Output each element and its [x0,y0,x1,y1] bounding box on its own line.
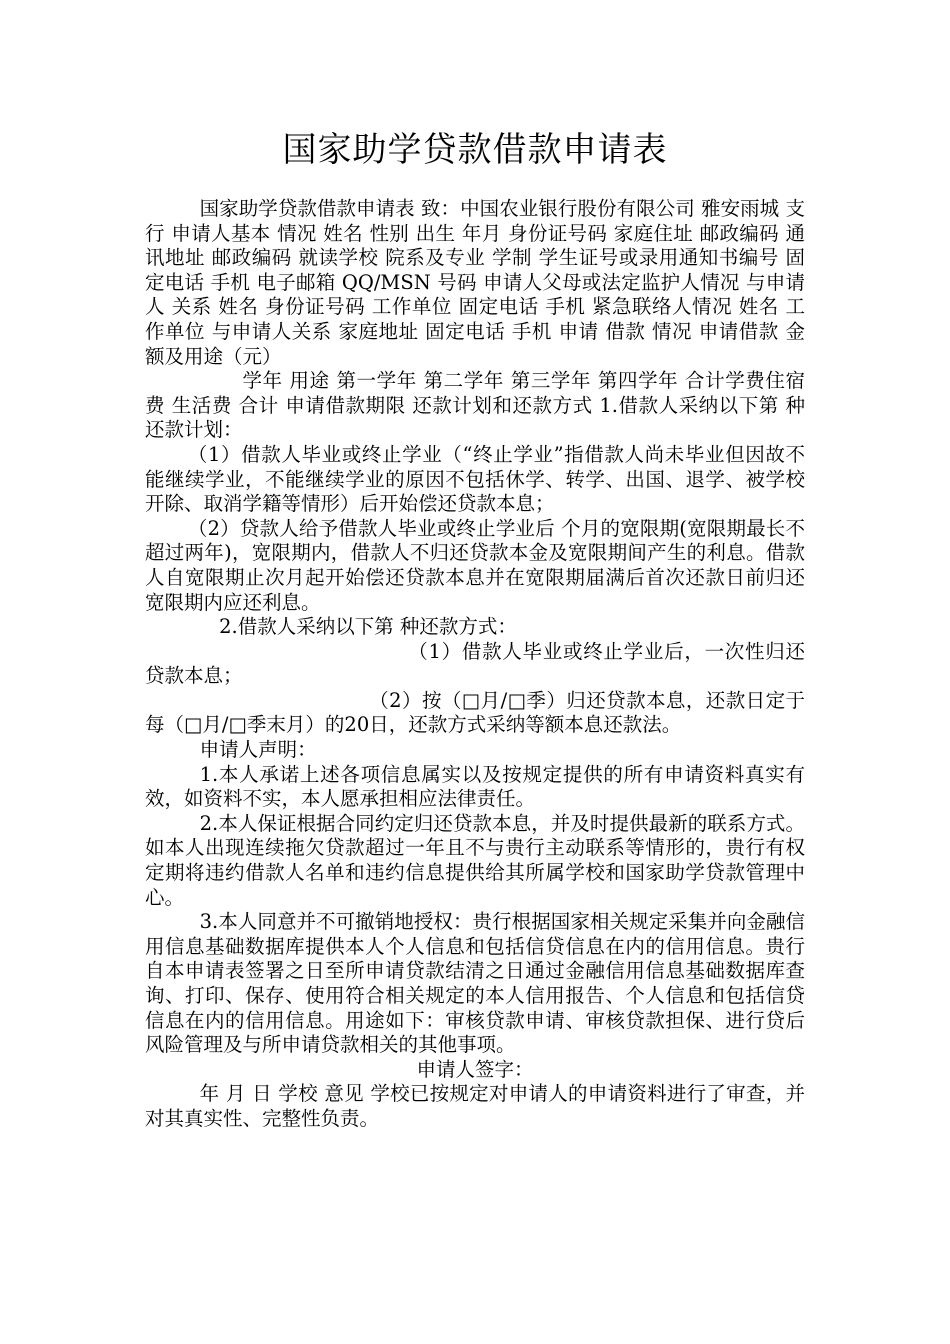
applicant-signature-label: 申请人签字： [416,1057,534,1081]
paragraph-applicant-info: 国家助学贷款借款申请表 致：中国农业银行股份有限公司 雅安雨城 支行 申请人基本 情况 姓名 性别 出生 年月 身份证号码 家庭住址 邮政编码 通讯地址 邮政编码 就读学校 院系及专业 学制 学生证号或录用通知书编号 固定电话 手机 电子邮箱 QQ/MSN 号码 申请人父母或法定监护人情况 与申请人 关系 姓名 身份证号码 工作单位 固定电话 手机 紧急联络人情况 姓名 工作单位 与申请人关系 家庭地址 固定电话 手机 申请 借款 情况 申请借款 金额及用途（元） [145,197,805,368]
document-title: 国家助学贷款借款申请表 [282,130,668,170]
paragraph-repayment-method: 2.借款人采纳以下第 种还款方式： [219,615,517,639]
paragraph-school-opinion: 年 月 日 学校 意见 学校已按规定对申请人的申请资料进行了审查，并对其真实性、完整性负责。 [145,1082,805,1130]
paragraph-repayment-plan-2: （2）贷款人给予借款人毕业或终止学业后 个月的宽限期(宽限期最长不超过两年)，宽限期内，借款人不归还贷款本金及宽限期间产生的利息。借款人自宽限期止次月起开始偿还贷款本息并在宽限期届满后首次还款日前归还宽限期内应还利息。 [145,516,805,614]
paragraph-repayment-method-2: （2）按（□月/□季）归还贷款本息，还款日定于每（□月/□季末月）的20日，还款方式采纳等额本息还款法。 [145,688,805,737]
paragraph-declaration-2: 2.本人保证根据合同约定归还贷款本息，并及时提供最新的联系方式。如本人出现连续拖欠贷款超过一年且不与贵行主动联系等情形的，贵行有权定期将违约借款人名单和违约信息提供给其所属学校和国家助学贷款管理中心。 [145,811,805,909]
paragraph-declaration-1: 1.本人承诺上述各项信息属实以及按规定提供的所有申请资料真实有效，如资料不实，本人愿承担相应法律责任。 [145,762,805,811]
paragraph-repayment-method-1: （1）借款人毕业或终止学业后，一次性归还贷款本息； [145,639,805,688]
paragraph-declaration-3: 3.本人同意并不可撤销地授权：贵行根据国家相关规定采集并向金融信用信息基础数据库提供本人个人信息和包括信贷信息在内的信用信息。贵行自本申请表签署之日至所申请贷款结清之日通过金融信用信息基础数据库查询、打印、保存、使用符合相关规定的本人信用报告、个人信息和包括信贷信息在内的信用信息。用途如下：审核贷款申请、审核贷款担保、进行贷后风险管理及与所申请贷款相关的其他事项。 [145,910,805,1057]
paragraph-repayment-plan-1: （1）借款人毕业或终止学业（“终止学业”指借款人尚未毕业但因故不能继续学业，不能继续学业的原因不包括休学、转学、出国、退学、被学校开除、取消学籍等情形）后开始偿还贷款本息； [145,442,805,516]
document-page [145,125,805,1132]
paragraph-declaration-heading: 申请人声明： [199,738,317,762]
paragraph-loan-table: 学年 用途 第一学年 第二学年 第三学年 第四学年 合计学费住宿费 生活费 合计 申请借款期限 还款计划和还款方式 1.借款人采纳以下第 种还款计划： [145,369,805,442]
